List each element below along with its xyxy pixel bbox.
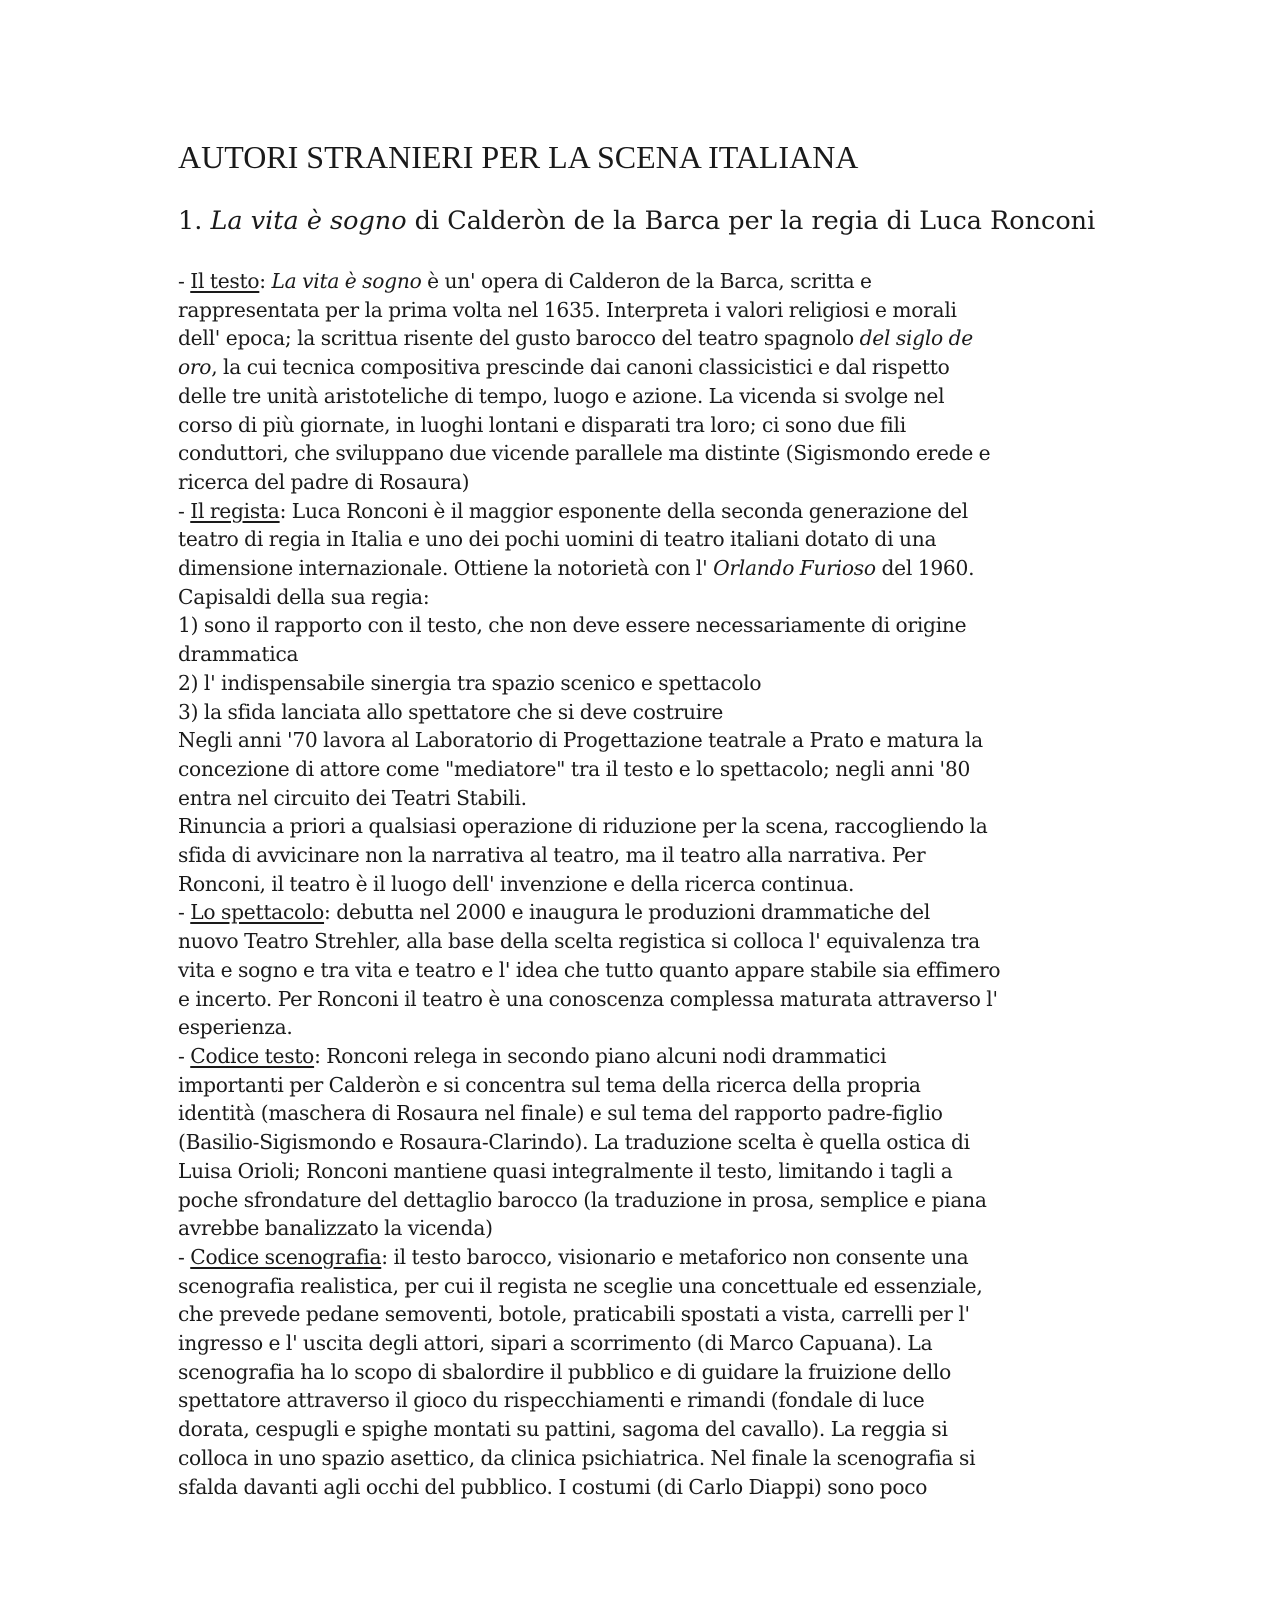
- text-line: Rinuncia a priori a qualsiasi operazione di riduzione per la scena, raccogliendo la: [178, 814, 988, 839]
- bullet-dash: -: [178, 1043, 191, 1068]
- label-il-testo: Il testo: [190, 269, 260, 293]
- text-fragment: del 1960.: [875, 556, 975, 581]
- text-line: e incerto. Per Ronconi il teatro è una conoscenza complessa maturata attraverso l': [178, 986, 998, 1011]
- text-line: conduttori, che sviluppano due vicende parallele ma distinte (Sigismondo erede e: [178, 441, 991, 466]
- bullet-dash: -: [178, 498, 191, 523]
- text-line: scenografia ha lo scopo di sbalordire il pubblico e di guidare la fruizione dello: [178, 1359, 952, 1384]
- text-line: importanti per Calderòn e si concentra sul tema della ricerca della propria: [178, 1072, 921, 1097]
- text-line: [178, 353, 1098, 382]
- text-line: Ronconi, il teatro è il luogo dell' invenzione e della ricerca continua.: [178, 871, 855, 896]
- text-line: teatro di regia in Italia e uno dei pochi uomini di teatro italiani dotato di una: [178, 527, 937, 552]
- paragraph-codice-scenografia: [178, 1243, 1098, 1501]
- text-line: corso di più giornate, in luoghi lontani e disparati tra loro; ci sono due fili: [178, 412, 906, 437]
- text-line: sfalda davanti agli occhi del pubblico. I costumi (di Carlo Diappi) sono poco: [178, 1474, 928, 1499]
- text-line: 1) sono il rapporto con il testo, che non deve essere necessariamente di origine: [178, 613, 967, 638]
- text-line: Capisaldi della sua regia:: [178, 584, 430, 609]
- paragraph-testo: [178, 267, 1098, 497]
- label-lo-spettacolo: Lo spettacolo: [190, 900, 325, 925]
- text-line: [178, 1243, 1098, 1272]
- section-number: 1.: [178, 206, 203, 236]
- text-line: rappresentata per la prima volta nel 1635. Interpreta i valori religiosi e morali: [178, 297, 957, 322]
- text-line: spettatore attraverso il gioco du rispecchiamenti e rimandi (fondale di luce: [178, 1388, 925, 1413]
- text-line: 2) l' indispensabile sinergia tra spazio scenico e spettacolo: [178, 670, 762, 695]
- text-line: scenografia realistica, per cui il regista ne sceglie una concettuale ed essenziale,: [178, 1273, 983, 1298]
- text-line: ingresso e l' uscita degli attori, sipari a scorrimento (di Marco Capuana). La: [178, 1331, 933, 1356]
- text-line: sfida di avvicinare non la narrativa al teatro, ma il teatro alla narrativa. Per: [178, 843, 926, 868]
- text-fragment: dell' epoca; la scrittua risente del gusto barocco del teatro spagnolo: [178, 326, 860, 351]
- text-line: drammatica: [178, 642, 299, 667]
- text-fragment: : il testo barocco, visionario e metaforico non consente una: [381, 1244, 969, 1269]
- italic-fragment: oro: [178, 355, 212, 380]
- text-line: colloca in uno spazio asettico, da clinica psichiatrica. Nel finale la scenografia si: [178, 1445, 976, 1470]
- section-heading: [178, 204, 1098, 238]
- text-line: [178, 1042, 1098, 1071]
- document-page: [178, 138, 1098, 1501]
- text-fragment: : Luca Ronconi è il maggior esponente della seconda generazione del: [279, 498, 968, 523]
- text-line: esperienza.: [178, 1015, 293, 1040]
- text-line: [178, 324, 1098, 353]
- label-il-regista: Il regista: [190, 498, 280, 523]
- text-line: Negli anni '70 lavora al Laboratorio di Progettazione teatrale a Prato e matura la: [178, 728, 983, 753]
- paragraph-spettacolo: [178, 898, 1098, 1042]
- text-line: identità (maschera di Rosaura nel finale) e sul tema del rapporto padre-figlio: [178, 1101, 943, 1126]
- text-line: (Basilio-Sigismondo e Rosaura-Clarindo). La traduzione scelta è quella ostica di: [178, 1130, 970, 1155]
- text-line: [178, 554, 1098, 583]
- text-fragment: , la cui tecnica compositiva prescinde dai canoni classicistici e dal rispetto: [211, 355, 950, 380]
- work-title: La vita è sogno: [271, 269, 422, 293]
- text-line: entra nel circuito dei Teatri Stabili.: [178, 785, 527, 810]
- text-line: vita e sogno e tra vita e teatro e l' idea che tutto quanto appare stabile sia effimero: [178, 957, 1001, 982]
- text-line: concezione di attore come "mediatore" tra il testo e lo spettacolo; negli anni '80: [178, 756, 971, 781]
- text-fragment: dimensione internazionale. Ottiene la notorietà con l': [178, 556, 714, 581]
- italic-fragment: Orlando Furioso: [713, 556, 876, 581]
- text-line: avrebbe banalizzato la vicenda): [178, 1216, 493, 1241]
- paragraph-regista: [178, 497, 1098, 899]
- bullet-dash: -: [178, 900, 191, 925]
- text-line: dorata, cespugli e spighe montati su pattini, sagoma del cavallo). La reggia si: [178, 1417, 948, 1442]
- text-line: [178, 497, 1098, 526]
- text-line: 3) la sfida lanciata allo spettatore che si deve costruire: [178, 699, 724, 724]
- text-fragment: è un' opera di Calderon de la Barca, scritta e: [421, 269, 872, 293]
- text-line: ricerca del padre di Rosaura): [178, 469, 470, 494]
- text-line: Luisa Orioli; Ronconi mantiene quasi integralmente il testo, limitando i tagli a: [178, 1158, 953, 1183]
- text-line: che prevede pedane semoventi, botole, praticabili spostati a vista, carrelli per l': [178, 1302, 970, 1327]
- text-fragment: : debutta nel 2000 e inaugura le produzioni drammatiche del: [324, 900, 931, 925]
- text-line: nuovo Teatro Strehler, alla base della scelta registica si colloca l' equivalenza tra: [178, 929, 980, 954]
- paragraph-codice-testo: [178, 1042, 1098, 1243]
- text-line: [178, 898, 1098, 927]
- document-title: AUTORI STRANIERI PER LA SCENA ITALIANA: [178, 139, 859, 175]
- document-body: [178, 267, 1098, 1501]
- bullet-dash: -: [178, 1244, 191, 1269]
- label-codice-testo: Codice testo: [190, 1043, 315, 1068]
- text-line: poche sfrondature del dettaglio barocco (la traduzione in prosa, semplice e piana: [178, 1187, 987, 1212]
- bullet-dash: -: [178, 269, 191, 293]
- label-colon: :: [259, 269, 272, 293]
- section-work-title: La vita è sogno: [210, 206, 407, 236]
- text-line: delle tre unità aristoteliche di tempo, luogo e azione. La vicenda si svolge nel: [178, 383, 945, 408]
- label-codice-scenografia: Codice scenografia: [190, 1244, 382, 1269]
- text-fragment: : Ronconi relega in secondo piano alcuni nodi drammatici: [314, 1043, 887, 1068]
- text-line: [178, 267, 1098, 296]
- section-heading-rest: di Calderòn de la Barca per la regia di Luca Ronconi: [414, 206, 1096, 236]
- italic-fragment: del siglo de: [859, 326, 973, 351]
